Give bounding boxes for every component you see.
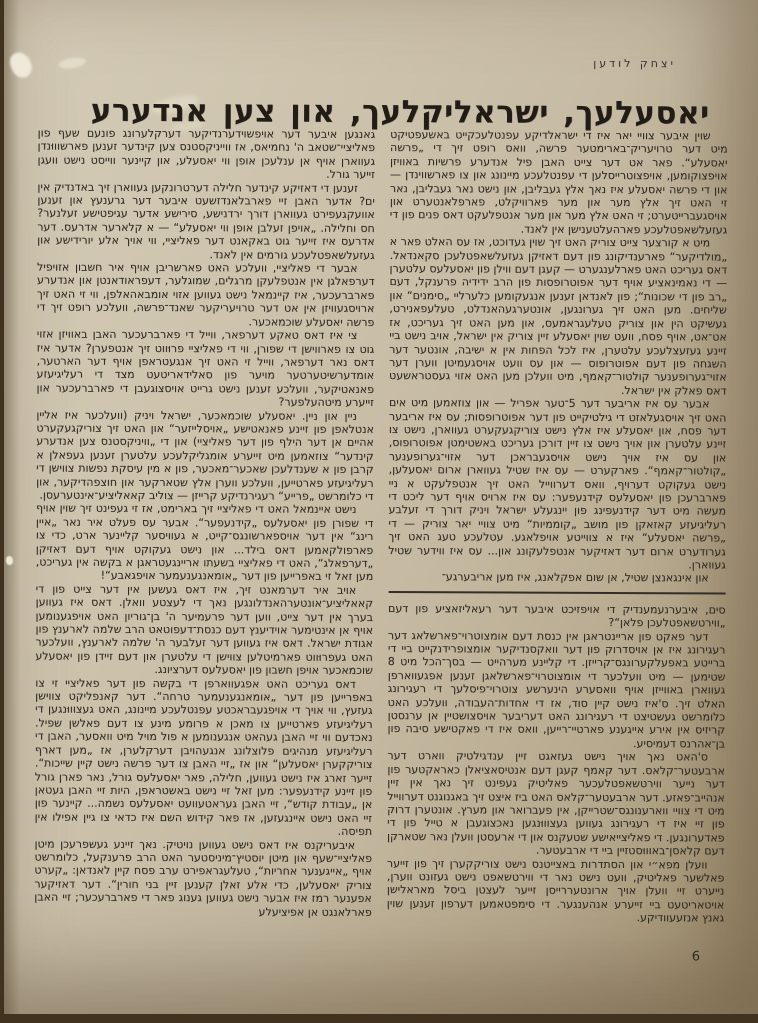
paragraph: זענען די דאזיקע קינדער חלילה דערטרונקען געווארן זיך באדנדיק אין ים? אדער האבן זיי פארבלאנדזשעט איבער דער גרענעץ און זענען אוועקגעפירט געווארן דורך ירדנישע, סירישע אדער עגיפטישע זעלנער? חס וחלילה. „אויפן זעלבן אופן ווי יאסעלע“ — א קלארער אדרעס. דער אדרעס איז זייער גוט באקאנט דער פאליציי, ווי אויך אלע יורידישע און געזעלשאפטלעכע גורמים אין לאנד. [37, 180, 375, 262]
paragraph: ס'האט נאך אויך נישט געזאגט זיין ענדגילטיק ווארט דער ארבעטער־קלאס. דער קאמף קעגן דעם אנטיסאציאלן כאראקטער פון דער נייער ווירטשאפטלעכער פאליטיק געפינט זיך נאך אין זיין אנהייב־פאזע. דער ארבעטער־קלאס האט ביז איצט זיך באגנוגנט דערווייל מיט די צוויי ווארענונגס־שטרייקן, אין פעברואר און מערץ. אונטערן דרוק פון זיי איז די רעגירונג געווען געצוווּנגען נאכצוגעבן א טייל פון די פאדערונגען. די פאליצייאישע שטעקנס און די ארעסטן וועלן נאר שטארקן דעם קלאסן־באוווּסטזיין ביי די ארבעטער. [387, 749, 725, 858]
paragraph: דאס געריכט האט אפגעווארפן די בקשה פון דער פאליציי זי צו באפרייען פון דער „אומאנגענעמער טרחה“. דער קאנפליקט צווישן געזעץ, ווי אויך די אויפגעבראכטע עפנטלעכע מיינונג, האט געצוווּנגען די רעליגיעזע פארטייען צו מאכן א פרומע מינע צו דעם פאלשן שפיל. נאכדעם ווי זיי האבן געהאט אנגענומען א פול מויל מיט וואסער, האבן די רעליגיעזע מנהיגים פלוצלונג אנגעהויבן דערקלערן, אז „מען דארף צוריקקערן יאסעלען“ און אז „זיי האבן צו דער פרשה נישט קיין שייכות“. זייער זארג איז נישט געווען, חלילה, פאר יאסעלעס גורל, נאר פארן גורל פון זיינע קידנעפער: מען זאל זיי נישט באשטראפן, היות זיי האבן געטאן אן „עבודת קודש“, זיי האבן געראטעוועט יאסעלעס נשמה... קיינער פון זיי האט נישט איינגעזען, אז פאר קידוש השם איז כדאי צו גיין אפילו אין תפיסה. [34, 676, 373, 839]
article-body-continuation [34, 126, 375, 918]
paragraph: איבעריקנס איז דאס נישט געווען נויטיק. נאך זיינע געשפרעכן מיטן פאליציי־שעף און מיטן יוסטיץ־מיניסטער האט הרב פרענקעל, כלומרשט אויף „אייגענער אחריות“, טעלעגראפירט ערב פסח קיין לאנדאן: „קערט צוריק יאסעלען, כדי אלע זאלן קענען זיין בני חורין“. דער דאזיקער אפענער רמז איז אבער נישט געווען גענוג פאר די פארברעכער; זיי האבן פארלאנגט אן אפיציעלע [34, 837, 372, 919]
article-title: יאסעלעך, ישראליקלעך, און צען אנדערע [90, 92, 710, 132]
paragraph: גאנגען איבער דער אויפשוידערנדיקער דערקלערונג פונעם שעף פון פאליציי־שטאב ה' נחמיאס, אז ווייניקסטנס צען קינדער זענען פארשוווּנדן געווארן אויף אן ענלעכן אופן ווי יאסעלע, און קיינער ווייסט נישט וועגן זייער גורל. [37, 126, 376, 182]
paragraph: אויב איר דערמאנט זיך, איז דאס געשען אין דער צייט פון די קאאליציע־אונטערהאנדלונגען נאך די לעצטע וואלן. דאס איז געווען בערך אין דער צייט, ווען דער פרעמיער ה' בן־גוריון האט אויפגענומען אויף אן אינטימער אוידיענץ דעם כנסת־דעפוטאט הרב שלמה לארענץ פון אגודת ישראל. דאס איז געווען דער זעלבער ה' שלמה לארענץ, וועלכער האט געפרוּווט פארמיטלען צווישן די עלטערן און דעם זיידן פון יאסעלע שוכמאכער אויפן חשבון פון יאסעלעס דערציונג. [35, 582, 374, 678]
section-divider-rule [388, 591, 726, 594]
paragraph: אבער עס איז אריבער דער 5־טער אפריל — און צוזאמען מיט אים האט זיך אויסגעלאזט די גילטיקייט פון דער אפוטרופסות; עס איז אריבער דער פסח, און יאסעלע איז אלץ נישט צוריקגעקערט געווארן, נישט צו זיינע עלטערן און אויך נישט צו זיין דורכן געריכט באשטימטן אפוטרופוס, און עס איז אויך נישט אויסגעבראכן דער אזוי־גערופענער „קולטור־קאמף“. פארקערט — עס איז שטיל געווארן ארום יאסעלען, נישט געקוקט דערויף, וואס דערווייל האט זיך אנטפלעקט א ניי פארברעכן פון יאסעלעס קידנעפער: עס איז ארויס אויף דער ליכט די מעשה מיט דער קידנעפינג פון יינגעלע ישראל ויניק דורך די זעלבע רעליגיעזע קאזאקן פון מושב „קוממיות“ מיט צוויי יאר צוריק — די „פרשה יאסעלע“ איז א צווייטע אויפלאגע. עטלעכע טעג האט זיך גערודערט ארום דער דאזיקער אנטפלעקונג און... עס איז ווידער שטיל געווארן. [388, 396, 727, 572]
paragraph: צי איז דאס טאקע דערפאר, ווייל די פארברעכער האבן באוויזן אזוי גוט צו פארווישן די שפורן, ווי די פאליציי פרוּווט זיך אנטפערן? אדער איז דאס נאר דערפאר, ווייל זי האט זיך אנגעטראפן אויף דער הארטער, אומדערשיטערטער מויער פון סאלידאריטעט מצד די רעליגיעזע פאנאטיקער, וועלכע זענען נישט גרייט אויסצוגעבן די פארברעכער און זייערע מיטהעלפער? [36, 327, 375, 410]
paragraph: און אינגאנצן שטיל, אן שום אפקלאנג, איז מען אריבערגע־ [441, 570, 709, 585]
paper-sheet [4, 0, 758, 1014]
other-article-ending [387, 602, 726, 925]
article-author: יצחק לודען [593, 56, 676, 71]
paragraph: וועלן מפא״י און הסתדרות באצייטנס נישט צוריקקערן זיך פון זייער פאלשער פאליטיק, וועט נישט נאר די ווירטשאפט נישט געזונט ווערן, נייערט זיי וועלן אויך ארונטעררייסן זייער לעצטן ביסל מאראלישן אויטאריטעט ביי זייערע אנהענגער. די סימפטאמען דערפון זענען שוין גאנץ אנזעעוודיקע. [386, 856, 725, 925]
paragraph: מיט א קורצער צייט צוריק האט זיך שוין געדוכט, אז עס האלט פאר א „מולדיקער“ פארענדיקונג פון דעם דאזיקן געזעלשאפטלעכן סקאנדאל. דאס געריכט האט פארלענגערט — קעגן דעם ווילן פון יאסעלעס עלטערן — די נאמינאציע אויף דער אפוטרופסות פון הרב ידידיה פרענקל, דעם „רב פון די שכונות“; פון לאנדאן זענען אנגעקומען כלערליי „סימנים“ און שליחים. מען האט זיך גערונגען, אונטערגעהאנדלט, טעלעפאנירט, געשיקט הין און צוריק טעלעגראמעס, און מען האט זיך געריכט, אז אט־אט, אויף פסח, וועט שוין יאסעלע זיין צוריק אין ישראל, אויב נישט ביי זיינע געזעצלעכע עלטערן, איז לכל הפחות אין א ישיבה, אונטער דער השגחה פון דעם אפוטרופוס — און עס וועט אויסגעמיטן ווערן דער אזוי־גערופענער קולטור־קאמף, מיט וועלכן מען האט אזוי געסטראשעט דאס פאלק אין ישראל. [389, 235, 728, 398]
paragraph: נישט איינמאל האט די פאליציי זיך בארימט, אז זי געפינט זיך שוין אויף די שפורן פון יאסעלעס „קידנעפער“. אבער עס פעלט איר נאר „איין רינג“ אין דער אויספארשונגס־קייט, א געוויסער קליינער ארט, כדי צו פארפולקאמען דאס בילד... און נישט געקוקט אויף דעם דאזיקן „דערפאלג“, האט די פאליציי בשעתו אריינגעטראגן א בקשה אין געריכט, מען זאל זי באפרייען פון דער „אומאנגענעמער אויפגאבע“! [35, 501, 374, 584]
page-number: 6 [691, 949, 701, 965]
page-content [2, 0, 758, 1016]
column-second [34, 126, 375, 923]
paragraph: אבער די פאליציי, וועלכע האט פארשריבן אויף איר חשבון אזויפיל דערפאלגן אין אנטפלעקן מרגלים, שמוגלער, דעפראודאנטן און אנדערע פארברעכער, איז קיינמאל נישט געווען אזוי אומבאהאלפן, ווי זי האט זיך ארויסגעוויזן אין אט דער טרויעריקער שאנד־פרשה, וועלכע רופט זיך די פרשה יאסעלע שוכמאכער. [36, 260, 375, 329]
paragraph: דער פאקט פון אריינטראגן אין כנסת דעם אומצוטרוי־פארשלאג דער רעגירונג איז אן אויסדרוק פון דער וואקסנדיקער אומצופרידנקייט ביי די ברייטע באפעלקערונגס־קרייזן. די קליינע מערהייט — בסך־הכל מיט 8 שטימען — מיט וועלכער די אומצוטרוי־פארשלאגן זענען אפגעווארפן געווארן באווייזן אויף וואסערע הינערשע צוטרוי־פיסלעך די רעגירונג האלט זיך. ס'איז נישט קיין סוד, אז די אחדות־העבודה, וועלכע האט כלומרשט געשטיצט די רעגירונג האט דעריבער אויסצושטיין אן ערנסטן קריזיס אין אירע אייגענע פארטיי־רייען, וואס איז די פאקטישע סיבה פון בן־אהרנס דעמיסיע. [387, 628, 726, 751]
paragraph: ניין און ניין. יאסעלע שוכמאכער, ישראל ויניק (וועלכער איז אליין אנטלאפן פון זיינע פאנאטישע „אויסלייזער“ און האט זיך צוריקגעקערט אהיים אן דער הילף פון דער פאליציי) און די „וויניקסטנס צען אנדערע קינדער“ צוזאמען מיט זייערע אומגליקלעכע עלטערן זענען געפאלן א קרבן פון א שענדלעכן שאכער־מאכער, פון א מין עיסקת נפשות צווישן די רעליגיעזע פארטייען, וועלכע ווערן אלץ שטארקער און חוצפהדיקער, און די כלומרשט „פרייע“ רעגירנדיקע קרייזן — צוליב קאאליציע־אינטערעסן. [36, 408, 374, 503]
paragraph: סים, איבערנעמענדיק די אויפזיכט איבער דער רעאליזאציע פון דעם „ווירטשאפטלעכן פלאן“? [388, 601, 726, 630]
article-body-start [388, 128, 727, 585]
text-columns [34, 126, 727, 925]
column-first [387, 128, 728, 925]
paragraph: שוין איבער צוויי יאר איז די ישראלדיקע עפנטלעכקייט באשעפטיקט מיט דער טרויעריק־בארימטער פרשה, וואס רופט זיך די „פרשה יאסעלע“. פאר אט דער צייט האבן פיל אנדערע פרשיות באוויזן אויפצוקומען, אויפצוטרייסלען די עפנטלעכע מיינונג און צו פארשווינדן — און די פרשה יאסעלע איז נאך אלץ געבליבן, און נישט נאר געבליבן, נאר זי האט זיך אלץ מער און מער פארוויקלט, פארפלאנטערט און אויסגעברייטערט; זי האט אלץ מער און מער אנטפלעקט דאס פנים פון די געזעלשאפטלעכע פארהעלטענישן אין לאנד. [389, 128, 728, 237]
